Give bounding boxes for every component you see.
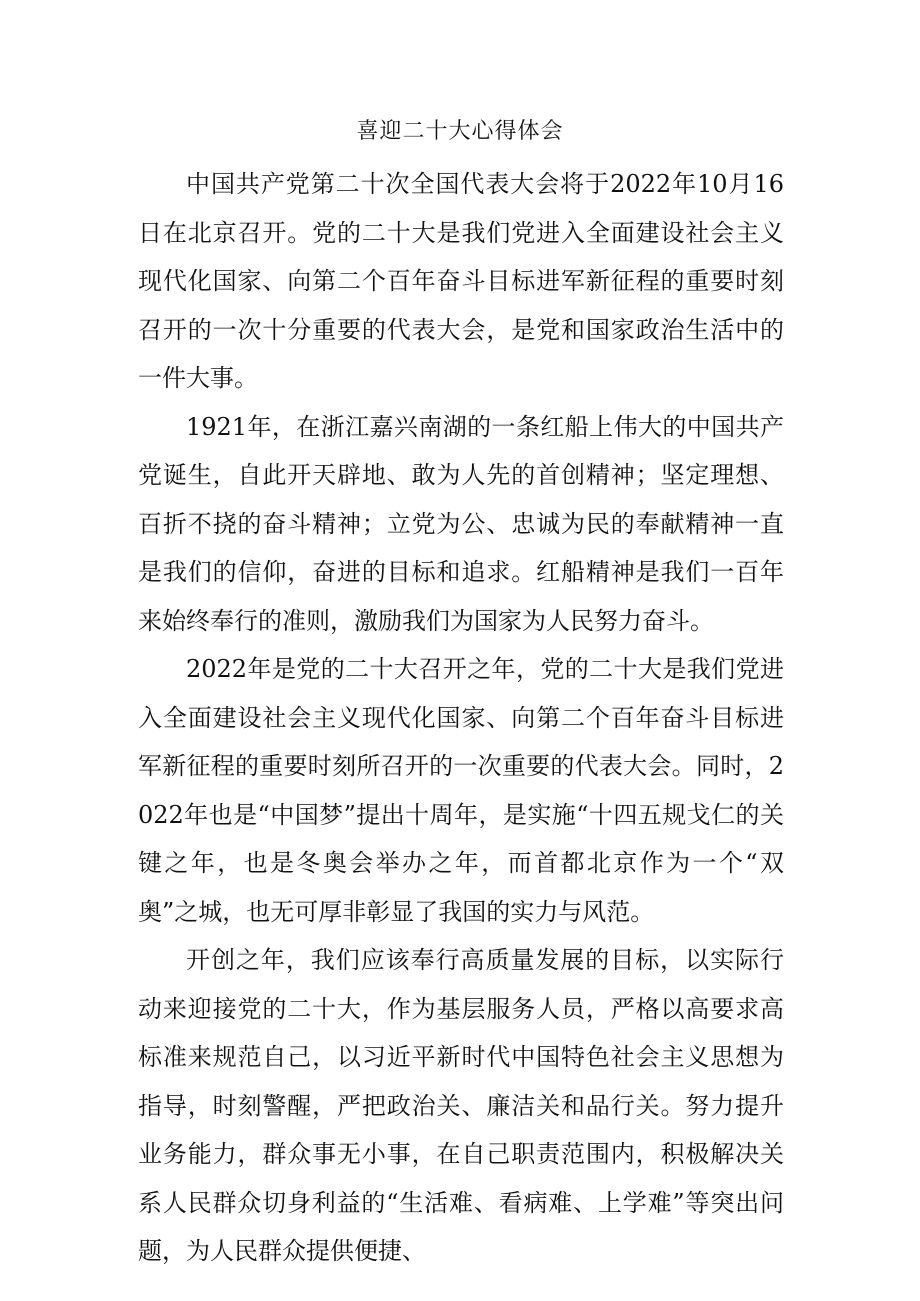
document-body <box>138 160 784 1276</box>
paragraph-2: 1921年，在浙江嘉兴南湖的一条红船上伟大的中国共产党诞生，自此开天辟地、敢为人先的首创精神；坚定理想、百折不挠的奋斗精神；立党为公、忠诚为民的奉献精神一直是我们的信仰，奋进的目标和追求。红船精神是我们一百年来始终奉行的准则，激励我们为国家为人民努力奋斗。 <box>138 412 784 635</box>
document-title: 喜迎二十大心得体会 <box>356 119 564 144</box>
paragraph-3: 2022年是党的二十大召开之年，党的二十大是我们党进入全面建设社会主义现代化国家、向第二个百年奋斗目标进军新征程的重要时刻所召开的一次重要的代表大会。同时，2022年也是“中国梦”提出十周年，是实施“十四五规戈仁的关键之年，也是冬奥会举办之年，而首都北京作为一个“双奥”之城，也无可厚非彰显了我国的实力与风范。 <box>138 655 784 926</box>
paragraph-4: 开创之年，我们应该奉行高质量发展的目标，以实际行动来迎接党的二十大，作为基层服务人员，严格以高要求高标准来规范自己，以习近平新时代中国特色社会主义思想为指导，时刻警醒，严把政治关、廉洁关和品行关。努力提升业务能力，群众事无小事，在自己职责范围内，积极解决关系人民群众切身利益的“生活难、看病难、上学难”等突出问题，为人民群众提供便捷、 <box>138 946 784 1265</box>
paragraph-1: 中国共产党第二十次全国代表大会将于2022年10月16日在北京召开。党的二十大是我们党进入全面建设社会主义现代化国家、向第二个百年奋斗目标进军新征程的重要时刻召开的一次十分重要的代表大会，是党和国家政治生活中的一件大事。 <box>138 170 784 392</box>
